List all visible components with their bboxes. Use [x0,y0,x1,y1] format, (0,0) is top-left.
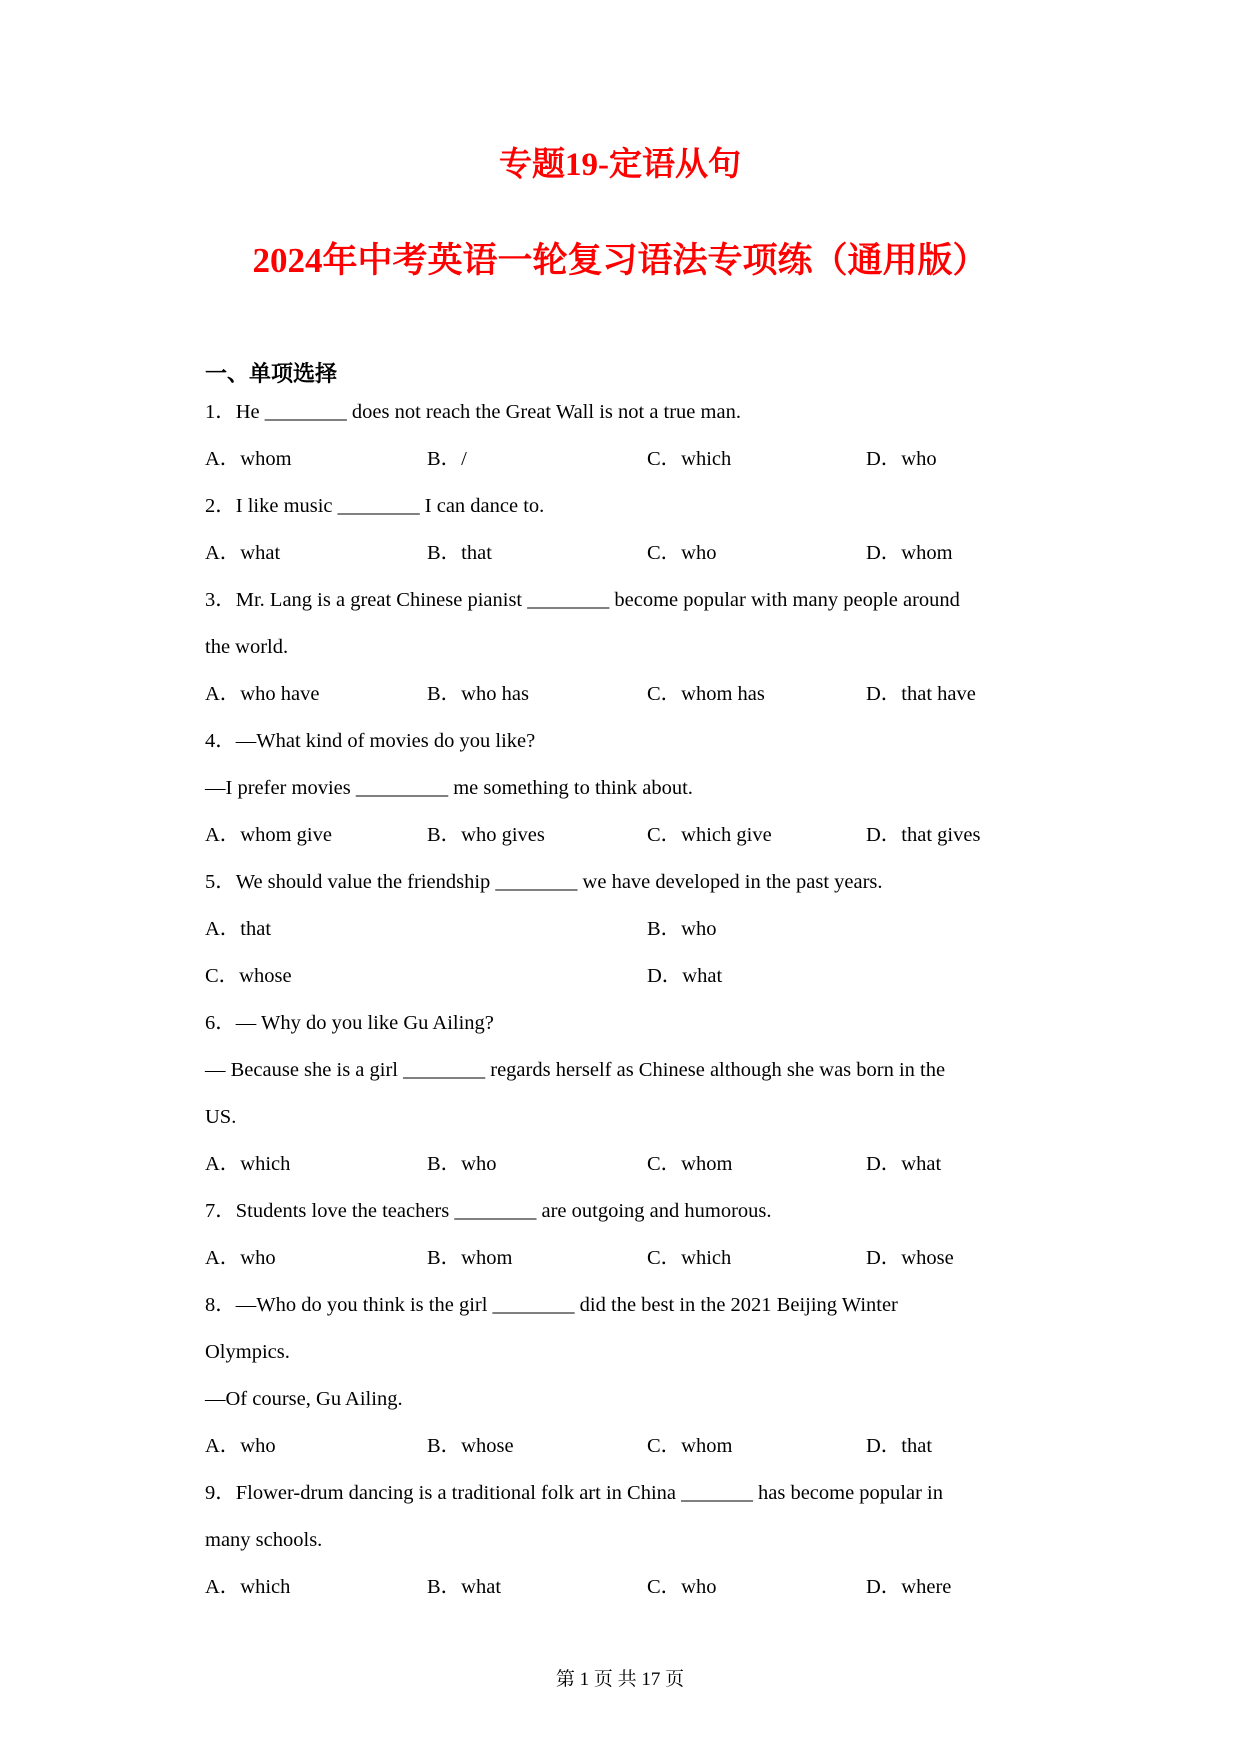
question-8-option-d: D．that [866,1435,933,1458]
section-heading: 一、单项选择 [205,361,338,387]
question-8-option-b: B．whose [427,1435,514,1458]
question-3-option-d: D．that have [866,683,976,706]
question-1-option-b: B．/ [427,448,467,471]
question-1-text-line: 1．He ________ does not reach the Great Wall is not a true man. [205,401,741,424]
question-3-option-c: C．whom has [647,683,765,706]
question-6-option-c: C．whom [647,1153,733,1176]
question-8-text-line: —Of course, Gu Ailing. [205,1388,403,1411]
question-2-option-d: D．whom [866,542,953,565]
question-2-option-b: B．that [427,542,492,565]
question-5-option-d: D．what [647,965,723,988]
question-1-option-a: A．whom [205,448,292,471]
question-7-option-a: A．who [205,1247,276,1270]
page-content [0,148,1240,1611]
question-4-option-c: C．which give [647,824,772,847]
question-4-text-line: —I prefer movies _________ me something to think about. [205,777,693,800]
question-8-options-row [205,1423,1035,1470]
question-3-text-line: the world. [205,636,289,659]
question-6-option-d: D．what [866,1153,942,1176]
question-4-option-a: A．whom give [205,824,332,847]
question-6-text-line: — Because she is a girl ________ regards herself as Chinese although she was born in the [205,1059,946,1082]
question-1-option-c: C．which [647,448,732,471]
question-5-option-c: C．whose [205,965,292,988]
question-1-options-row [205,436,1035,483]
question-4-text-line: 4．—What kind of movies do you like? [205,730,536,753]
question-9-option-d: D．where [866,1576,952,1599]
page-footer: 第 1 页 共 17 页 [555,1669,685,1690]
question-5-text-line: 5．We should value the friendship ________ we have developed in the past years. [205,871,883,894]
question-8-text-line: 8．—Who do you think is the girl ________ did the best in the 2021 Beijing Winter [205,1294,898,1317]
question-9-option-a: A．which [205,1576,291,1599]
question-9-text-line: many schools. [205,1529,323,1552]
questions-list [205,389,1035,1611]
page-subtitle: 2024年中考英语一轮复习语法专项练（通用版） [252,240,988,280]
question-7-option-c: C．which [647,1247,732,1270]
question-7-option-d: D．whose [866,1247,954,1270]
question-2-option-a: A．what [205,542,281,565]
question-2-option-c: C．who [647,542,717,565]
question-6-option-b: B．who [427,1153,497,1176]
question-4-option-b: B．who gives [427,824,545,847]
question-7-text-line: 7．Students love the teachers ________ are outgoing and humorous. [205,1200,772,1223]
question-5-option-a: A．that [205,918,272,941]
question-9-option-b: B．what [427,1576,502,1599]
question-3-option-a: A．who have [205,683,320,706]
question-2-options-row [205,530,1035,577]
question-4-option-d: D．that gives [866,824,981,847]
question-3-options-row [205,671,1035,718]
question-5-option-b: B．who [647,918,717,941]
question-6-options-row [205,1141,1035,1188]
question-6-option-a: A．which [205,1153,291,1176]
question-1-option-d: D．who [866,448,937,471]
question-8-option-c: C．whom [647,1435,733,1458]
page-title: 专题19-定语从句 [499,147,741,183]
question-6-text-line: US. [205,1106,237,1129]
question-3-option-b: B．who has [427,683,529,706]
question-9-options-row [205,1564,1035,1611]
question-3-text-line: 3．Mr. Lang is a great Chinese pianist ________ become popular with many people around [205,589,960,612]
question-8-option-a: A．who [205,1435,276,1458]
question-6-text-line: 6．— Why do you like Gu Ailing? [205,1012,494,1035]
question-9-option-c: C．who [647,1576,717,1599]
question-9-text-line: 9．Flower-drum dancing is a traditional folk art in China _______ has become popular in [205,1482,943,1505]
question-2-text-line: 2．I like music ________ I can dance to. [205,495,545,518]
question-5-options-row [205,906,1035,1000]
question-4-options-row [205,812,1035,859]
question-7-options-row [205,1235,1035,1282]
question-8-text-line: Olympics. [205,1341,290,1364]
question-7-option-b: B．whom [427,1247,513,1270]
